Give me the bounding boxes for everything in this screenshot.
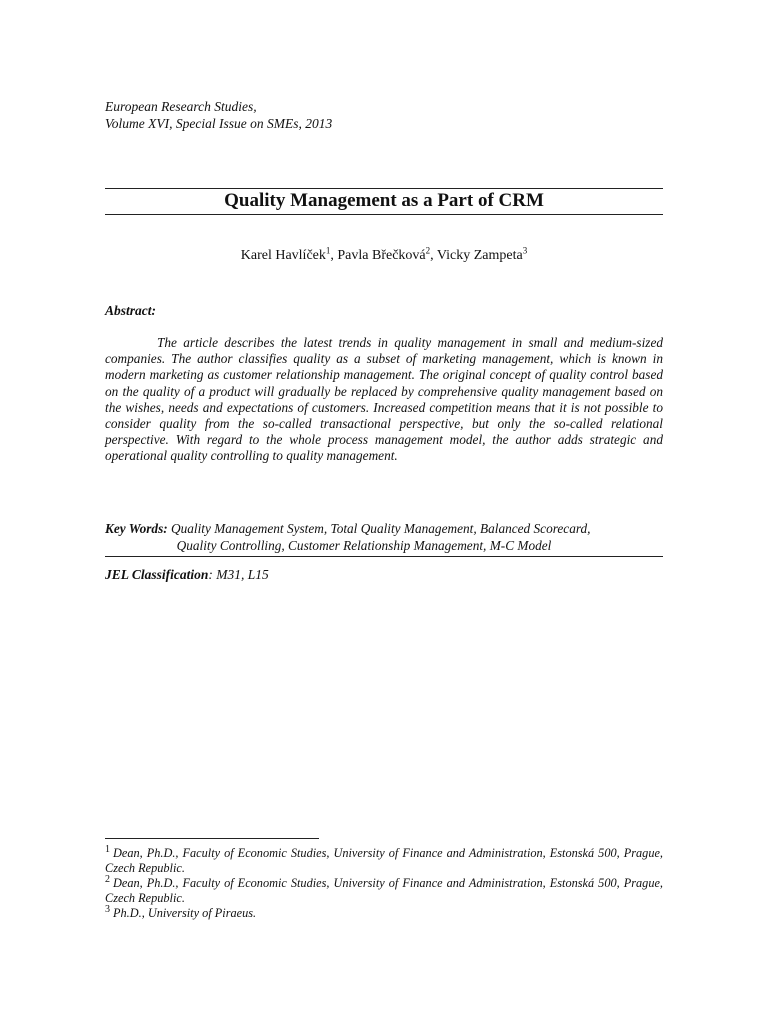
footnote-text: Ph.D., University of Piraeus. <box>113 906 257 920</box>
author-separator: , <box>330 248 338 263</box>
keywords <box>105 520 663 554</box>
footnote-mark: 1 <box>105 843 110 855</box>
author-name: Karel Havlíček <box>240 248 326 263</box>
abstract-text: The article describes the latest trends in quality management in small and medium-sized companies. The author classifies quality as a subset of marketing management, which is known in modern marketing as customer relationship management. The original concept of quality control based on the quality of a product will gradually be replaced by comprehensive quality management based on the wishes, needs and expectations of customers. Increased competition means that it is not possible to consider quality from the so-called transactional perspective, but only the so-called relational perspective. With regard to the whole process management model, the author adds strategic and operational quality controlling to quality management. <box>105 335 663 464</box>
author-name: Vicky Zampeta <box>436 248 523 263</box>
author-affiliation-mark: 2 <box>425 245 431 256</box>
author-affiliation-mark: 1 <box>325 245 331 256</box>
journal-volume: Volume XVI, Special Issue on SMEs, 2013 <box>105 116 333 131</box>
footnote-mark: 2 <box>105 873 110 885</box>
keywords-line-1: Quality Management System, Total Quality Management, Balanced Scorecard, <box>167 521 591 536</box>
author-list <box>105 245 663 264</box>
author-affiliation-mark: 3 <box>522 245 528 256</box>
paper-title: Quality Management as a Part of CRM <box>224 190 544 211</box>
keywords-line-2: Quality Controlling, Customer Relationship Management, M-C Model <box>176 538 552 553</box>
footnote <box>105 903 663 921</box>
footnote-separator <box>105 838 319 839</box>
footnotes <box>105 843 663 921</box>
title-top-rule <box>105 188 663 189</box>
author-name: Pavla Břečková <box>337 248 426 263</box>
journal-name: European Research Studies, <box>105 99 257 114</box>
keywords-label: Key Words: <box>105 521 168 536</box>
footnote <box>105 843 663 876</box>
keywords-rule <box>105 556 663 557</box>
journal-header <box>105 98 332 132</box>
footnote-mark: 3 <box>105 903 110 915</box>
footnote <box>105 873 663 906</box>
abstract-heading: Abstract: <box>105 303 157 318</box>
title-bottom-rule <box>105 214 663 215</box>
jel-label: JEL Classification <box>105 567 209 582</box>
jel-codes: : M31, L15 <box>208 567 269 582</box>
jel-classification <box>105 567 269 583</box>
footnote-text: Dean, Ph.D., Faculty of Economic Studies, University of Finance and Administration, Estonská 500, Prague, Czech Republic. <box>105 846 663 875</box>
footnote-text: Dean, Ph.D., Faculty of Economic Studies, University of Finance and Administration, Estonská 500, Prague, Czech Republic. <box>105 876 663 905</box>
author-separator: , <box>430 248 437 263</box>
